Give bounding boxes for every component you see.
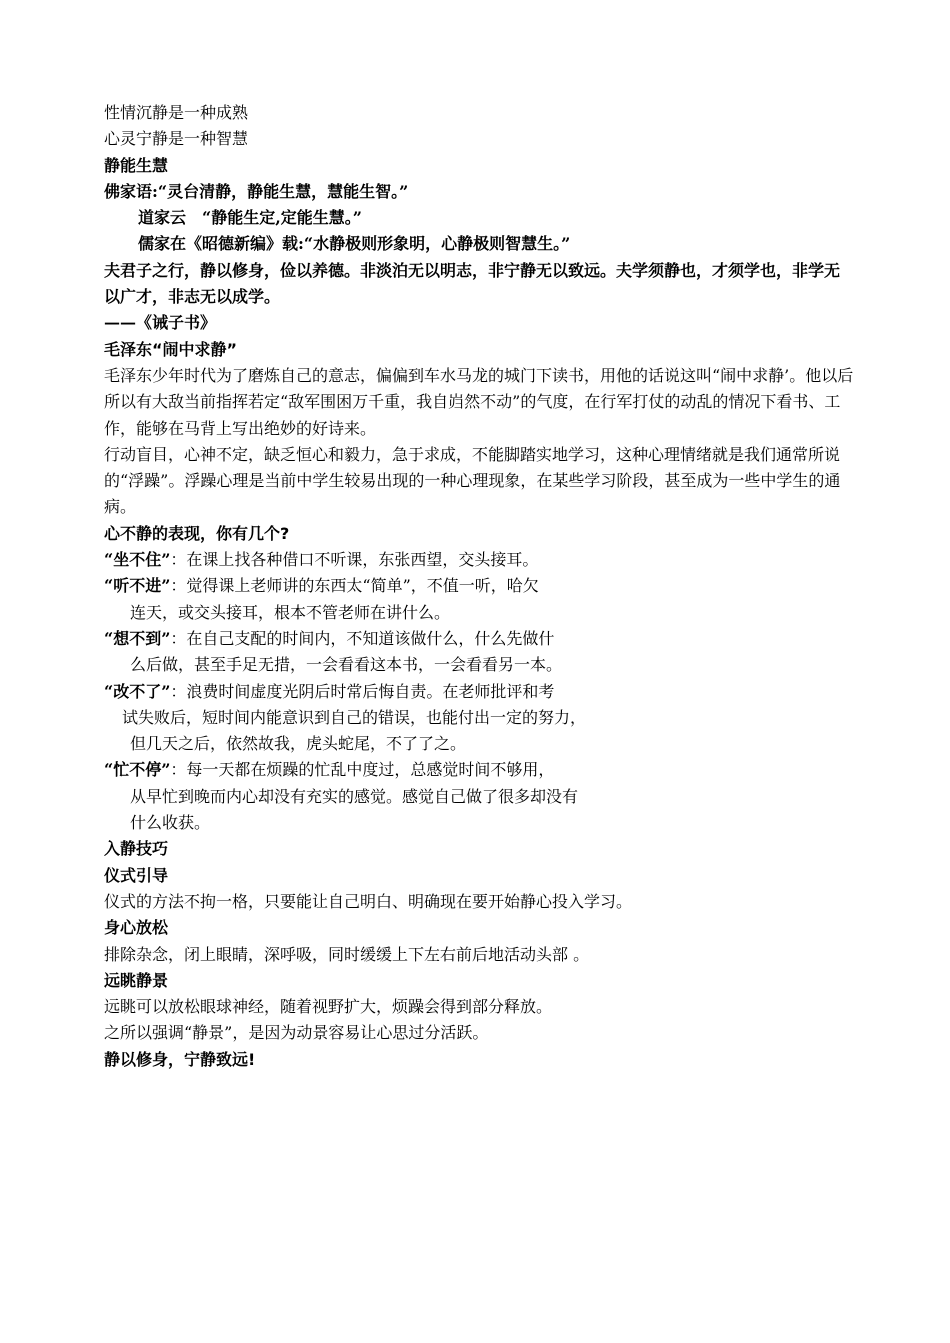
document-page [104,100,854,1073]
relax-text: 排除杂念，闭上眼睛，深呼吸，同时缓缓上下左右前后地活动头部 。 [104,944,590,964]
quote-source: ——《诫子书》 [104,313,217,333]
heading-tips: 入静技巧 [104,839,169,859]
symptom-term: “改不了” [104,681,171,701]
symptom-item-ting-bu-jin [104,573,854,626]
symptom-term: “想不到” [104,628,171,648]
symptom-text: ：在自己支配的时间内，不知道该做什么，什么先做什 [170,628,555,648]
buddhist-saying: 佛家语:“灵台清静，静能生慧，慧能生智。” [104,181,409,201]
closing-line: 静以修身，宁静致远! [104,1049,256,1069]
heading-mao: 毛泽东“闹中求静” [104,339,238,359]
symptom-text: ：每一天都在烦躁的忙乱中度过，总感觉时间不够用， [170,760,555,780]
symptom-item-zuo-bu-zhu [104,547,854,573]
symptom-term: “坐不住” [104,550,171,570]
intro-line-2: 心灵宁静是一种智慧 [104,129,249,149]
symptom-text: 试失败后，短时间内能意识到自己的错误，也能付出一定的努力， [122,707,587,727]
symptom-item-mang-bu-ting [104,757,854,836]
symptom-text: ：浪费时间虚度光阴后时常后悔自责。在老师批评和考 [170,681,555,701]
symptom-text: 但几天之后，依然故我，虎头蛇尾，不了了之。 [130,734,467,754]
view-text-2: 之所以强调“静景”，是因为动景容易让心思过分活跃。 [104,1023,489,1043]
heading-view: 远眺静景 [104,970,169,990]
symptom-text: 连天，或交头接耳，根本不管老师在讲什么。 [130,602,451,622]
intro-line-1: 性情沉静是一种成熟 [104,103,249,122]
view-text-1: 远眺可以放松眼球神经，随着视野扩大，烦躁会得到部分释放。 [104,997,553,1017]
symptom-item-gai-bu-liao [104,679,854,758]
ritual-text: 仪式的方法不拘一格，只要能让自己明白、明确现在要开始静心投入学习。 [104,891,633,911]
heading-jing-neng-sheng-hui: 静能生慧 [104,155,169,175]
mao-paragraph: 毛泽东少年时代为了磨炼自己的意志，偏偏到车水马龙的城门下读书，用他的话说这叫“闹中求静’。他以后所以有大敌当前指挥若定“敌军围困万千重，我自岿然不动”的气度，在行军打仗的动乱的情况下看书、工作，能够在马背上写出绝妙的好诗来。 [104,365,854,438]
symptom-term: “忙不停” [104,760,171,780]
taoist-saying: 道家云 “静能生定,定能生慧。” [138,208,362,228]
symptom-term: “听不进” [104,576,171,596]
symptom-text: ：觉得课上老师讲的东西太“简单”，不值一听，哈欠 [170,576,539,596]
symptom-item-xiang-bu-dao [104,626,854,679]
heading-symptoms: 心不静的表现，你有几个? [104,523,290,543]
symptom-text: 什么收获。 [130,813,211,833]
heading-ritual: 仪式引导 [104,865,169,885]
symptom-text: 从早忙到晚而内心却没有充实的感觉。感觉自己做了很多却没有 [130,786,579,806]
symptom-text: 么后做，甚至手足无措，一会看看这本书，一会看看另一本。 [130,655,563,675]
heading-relax: 身心放松 [104,918,169,938]
fuzao-paragraph: 行动盲目，心神不定，缺乏恒心和毅力，急于求成，不能脚踏实地学习，这种心理情绪就是我们通常所说的“浮躁”。浮躁心理是当前中学生较易出现的一种心理现象，在某些学习阶段，甚至成为一些中学生的通病。 [104,444,841,517]
confucian-saying: 儒家在《昭德新编》载:“水静极则形象明，心静极则智慧生。” [138,234,571,254]
symptom-text: ：在课上找各种借口不听课，东张西望，交头接耳。 [170,550,539,570]
jiezi-quote: 夫君子之行，静以修身，俭以养德。非淡泊无以明志，非宁静无以致远。夫学须静也，才须学也，非学无以广才，非志无以成学。 [104,260,841,307]
